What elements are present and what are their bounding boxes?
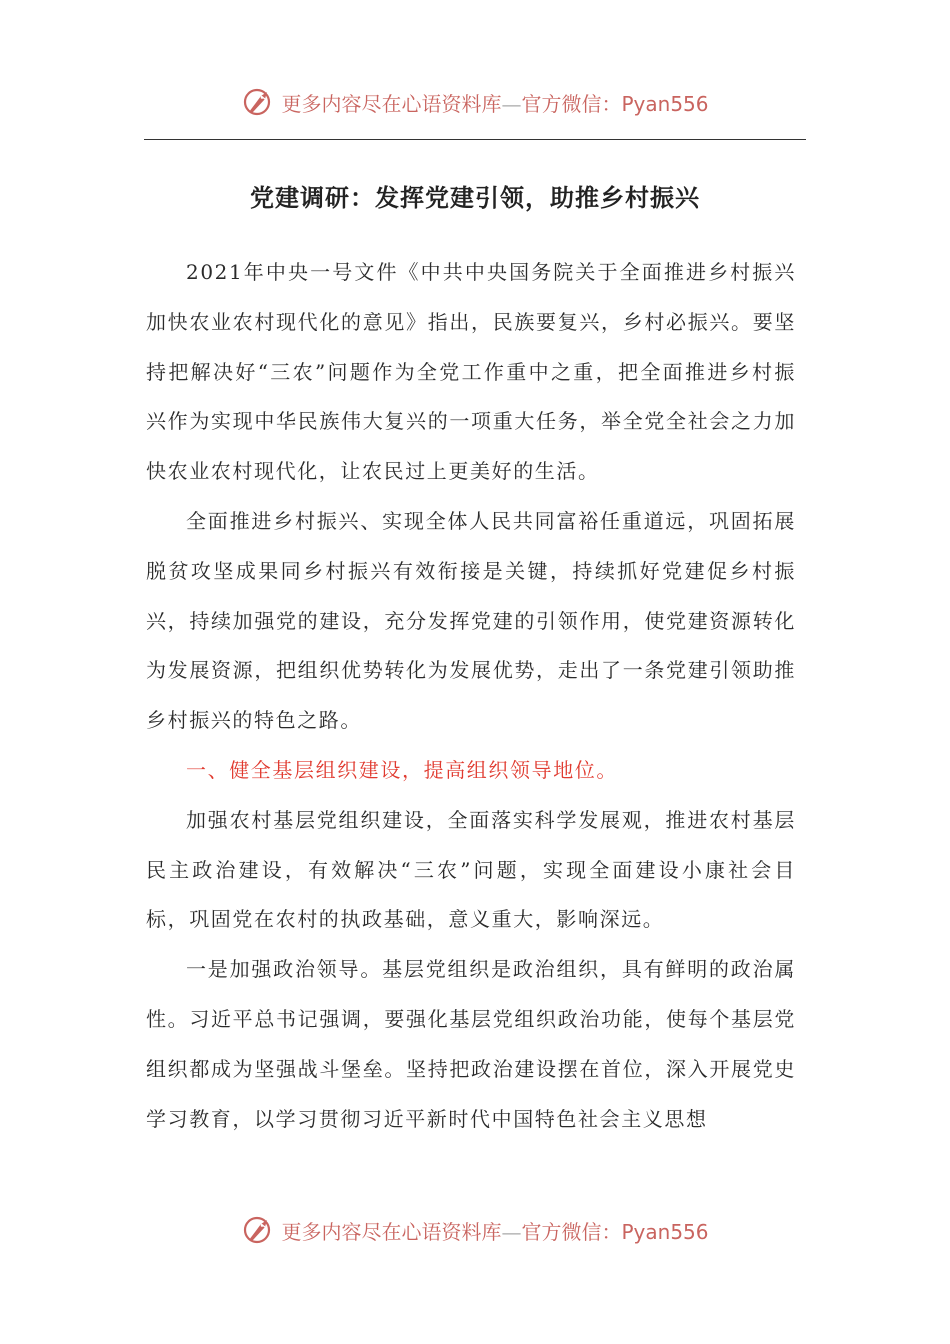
- banner-wechat-label: 官方微信：: [521, 91, 622, 116]
- pen-nib-logo-icon: [241, 84, 277, 120]
- paragraph-3: 加强农村基层党组织建设，全面落实科学发展观，推进农村基层民主政治建设，有效解决“三农”问题，实现全面建设小康社会目标，巩固党在农村的执政基础，意义重大，影响深远。: [146, 807, 796, 932]
- header-banner: [0, 82, 950, 122]
- paragraph-4: 一是加强政治领导。基层党组织是政治组织，具有鲜明的政治属性。习近平总书记强调，要强化基层党组织政治功能，使每个基层党组织都成为坚强战斗堡垒。坚持把政治建设摆在首位，深入开展党史学习教育，以学习贯彻习近平新时代中国特色社会主义思想: [146, 957, 796, 1131]
- banner-text: [281, 88, 708, 117]
- banner-wechat-id: Pyan556: [621, 91, 709, 116]
- footer-banner: [0, 1210, 950, 1250]
- pen-nib-logo-icon: [241, 1212, 277, 1248]
- banner-wechat-id: Pyan556: [621, 1219, 709, 1244]
- banner-dash: —: [501, 91, 522, 116]
- paragraph-1: 2021年中央一号文件《中共中央国务院关于全面推进乡村振兴加快农业农村现代化的意见》指出，民族要复兴，乡村必振兴。要坚持把解决好“三农”问题作为全党工作重中之重，把全面推进乡村振兴作为实现中华民族伟大复兴的一项重大任务，举全党全社会之力加快农业农村现代化，让农民过上更美好的生活。: [146, 260, 796, 484]
- document-title: 党建调研：发挥党建引领，助推乡村振兴: [250, 184, 700, 212]
- paragraph-2: 全面推进乡村振兴、实现全体人民共同富裕任重道远，巩固拓展脱贫攻坚成果同乡村振兴有效衔接是关键，持续抓好党建促乡村振兴，持续加强党的建设，充分发挥党建的引领作用，使党建资源转化为发展资源，把组织优势转化为发展优势，走出了一条党建引领助推乡村振兴的特色之路。: [146, 508, 796, 733]
- banner-text: [281, 1216, 708, 1245]
- banner-site-text: 更多内容尽在心语资料库: [281, 1219, 502, 1244]
- document-body: [146, 248, 796, 1144]
- banner-dash: —: [501, 1219, 522, 1244]
- banner-site-text: 更多内容尽在心语资料库: [281, 91, 502, 116]
- header-divider: [144, 139, 806, 140]
- banner-wechat-label: 官方微信：: [521, 1219, 622, 1244]
- section-heading-1: 一、健全基层组织建设，提高组织领导地位。: [186, 757, 618, 782]
